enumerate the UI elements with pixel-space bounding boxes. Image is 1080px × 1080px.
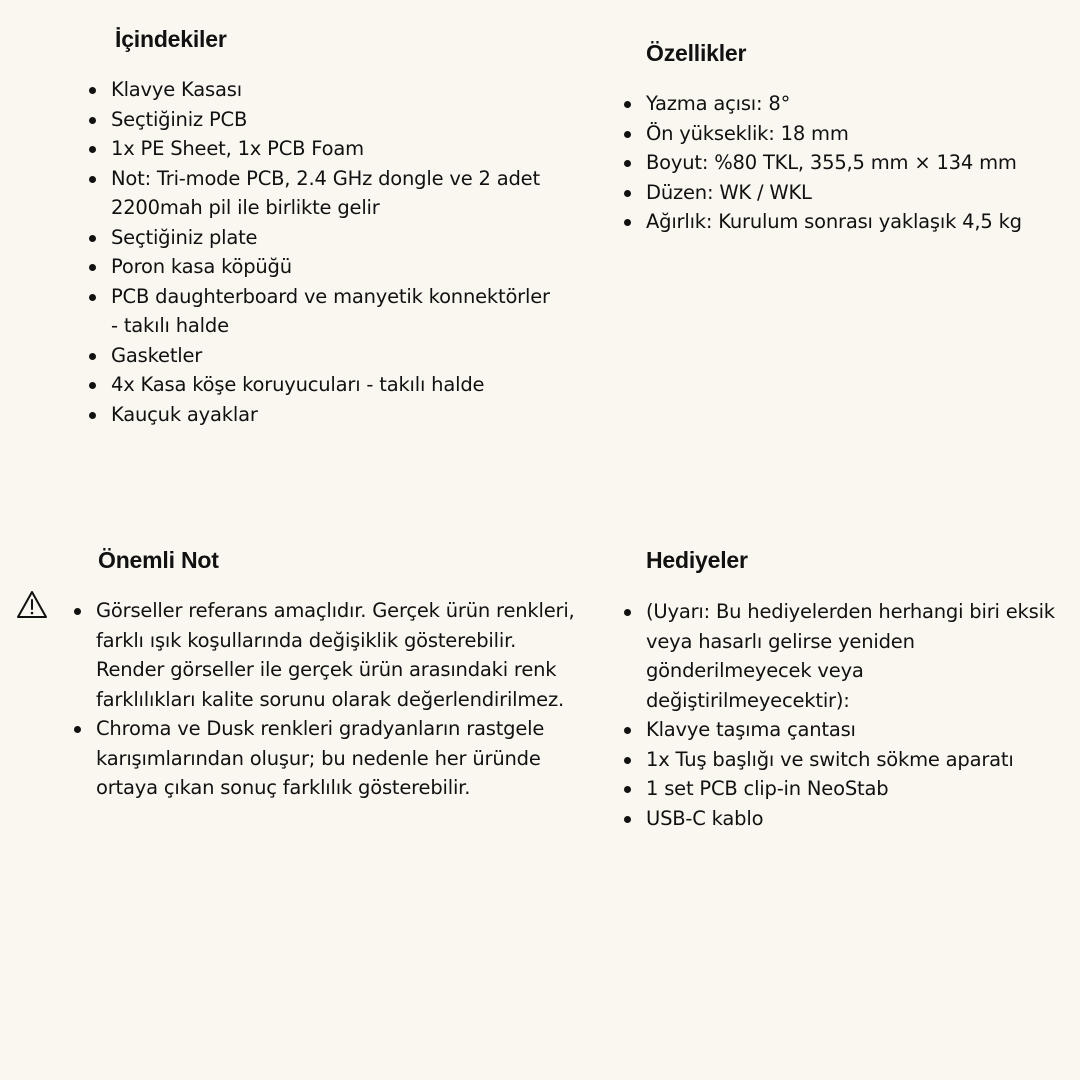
- list-item: Seçtiğiniz plate: [111, 223, 551, 253]
- list-item: 1 set PCB clip-in NeoStab: [646, 774, 1066, 804]
- contents-section: [111, 26, 551, 429]
- list-item: (Uyarı: Bu hediyelerden herhangi biri eksik veya hasarlı gelirse yeniden gönderilmeyecek veya değiştirilmeyecektir):: [646, 597, 1066, 715]
- list-item: 1x Tuş başlığı ve switch sökme aparatı: [646, 745, 1066, 775]
- features-title: Özellikler: [646, 40, 747, 66]
- list-item: Yazma açısı: 8°: [646, 89, 1066, 119]
- gifts-title: Hediyeler: [646, 547, 748, 573]
- list-item: Chroma ve Dusk renkleri gradyanların rastgele karışımlarından oluşur; bu nedenle her üründe ortaya çıkan sonuç farklılık gösterebilir.: [96, 714, 586, 803]
- contents-list: [111, 75, 551, 429]
- list-item: Kauçuk ayaklar: [111, 400, 551, 430]
- list-item: Düzen: WK / WKL: [646, 178, 1066, 208]
- list-item: Görseller referans amaçlıdır. Gerçek ürün renkleri, farklı ışık koşullarında değişiklik gösterebilir. Render görseller ile gerçek ürün arasındaki renk farklılıkları kalite sorunu olarak değerlendirilmez.: [96, 596, 586, 714]
- features-list: [646, 89, 1066, 237]
- gifts-section: [646, 547, 1066, 833]
- list-item: Ağırlık: Kurulum sonrası yaklaşık 4,5 kg: [646, 207, 1066, 237]
- list-item: Klavye taşıma çantası: [646, 715, 1066, 745]
- list-item: 4x Kasa köşe koruyucuları - takılı halde: [111, 370, 551, 400]
- gifts-list: [646, 597, 1066, 833]
- features-section: [646, 40, 1066, 237]
- list-item: USB-C kablo: [646, 804, 1066, 834]
- contents-title: İçindekiler: [115, 26, 227, 52]
- important-note-section: [96, 547, 586, 803]
- list-item: Poron kasa köpüğü: [111, 252, 551, 282]
- note-list: [96, 596, 586, 803]
- list-item: Not: Tri-mode PCB, 2.4 GHz dongle ve 2 adet 2200mah pil ile birlikte gelir: [111, 164, 551, 223]
- note-title: Önemli Not: [98, 547, 219, 573]
- list-item: Klavye Kasası: [111, 75, 551, 105]
- list-item: Gasketler: [111, 341, 551, 371]
- list-item: Ön yükseklik: 18 mm: [646, 119, 1066, 149]
- list-item: Boyut: %80 TKL, 355,5 mm × 134 mm: [646, 148, 1066, 178]
- warning-triangle-icon: [16, 590, 48, 620]
- list-item: Seçtiğiniz PCB: [111, 105, 551, 135]
- list-item: 1x PE Sheet, 1x PCB Foam: [111, 134, 551, 164]
- list-item: PCB daughterboard ve manyetik konnektörler - takılı halde: [111, 282, 551, 341]
